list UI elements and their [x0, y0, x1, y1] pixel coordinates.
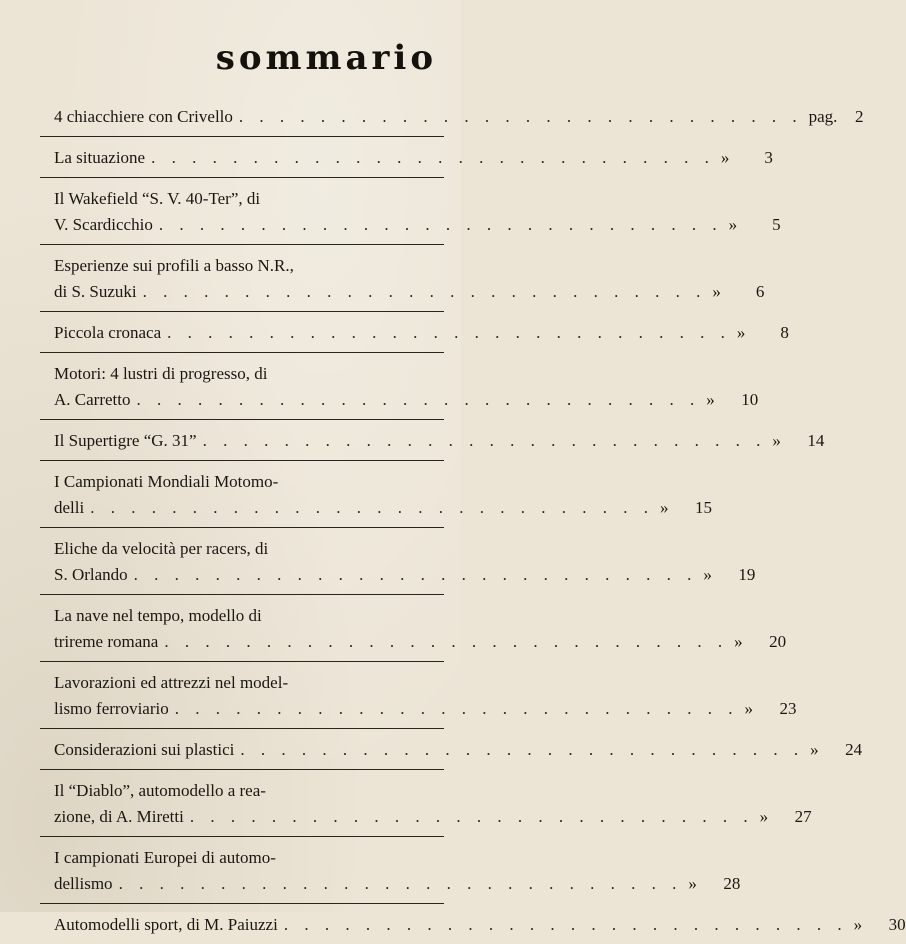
- page-ref-marker: »: [706, 390, 715, 409]
- page-ref-marker: »: [744, 699, 753, 718]
- toc-entry-last-line: [54, 629, 787, 655]
- page-ref-marker: »: [688, 874, 697, 893]
- dot-leader: . . . . . . . . . . . . . . . . . . . . . . . . . . . .: [202, 431, 767, 450]
- page-ref-marker: pag.: [808, 107, 838, 126]
- toc-entry: [40, 244, 765, 311]
- toc-entry-last-line: [54, 871, 741, 897]
- page-ref-marker: »: [772, 431, 781, 450]
- toc-entry-line: [54, 186, 444, 212]
- toc-entry: [40, 769, 812, 836]
- dot-leader: . . . . . . . . . . . . . . . . . . . . . . . . . . . .: [240, 740, 805, 759]
- toc-entry-last-line: [54, 279, 765, 305]
- toc-entry-line: [54, 469, 444, 495]
- toc-entry: [40, 177, 781, 244]
- toc-entry-title: zione, di A. Miretti: [54, 807, 184, 826]
- toc-entry-last-line: [54, 696, 797, 722]
- page-ref-marker: »: [810, 740, 819, 759]
- page-number: 10: [741, 390, 759, 409]
- page-ref-marker: »: [734, 632, 743, 651]
- page-ref-marker: »: [703, 565, 712, 584]
- page-number: 3: [764, 148, 773, 167]
- toc-entry-title: trireme romana: [54, 632, 159, 651]
- toc-entry-title: La situazione: [54, 148, 146, 167]
- dot-leader: . . . . . . . . . . . . . . . . . . . . . . . . . . . .: [90, 498, 654, 517]
- page-number: 14: [807, 431, 825, 450]
- toc-entry-title: I Campionati Mondiali Motomo-: [54, 472, 279, 491]
- toc-entry-title: 4 chiacchiere con Crivello: [54, 107, 233, 126]
- toc-entry-last-line: [54, 495, 712, 521]
- page-number: 6: [755, 282, 765, 301]
- page-number: 27: [794, 807, 812, 826]
- toc-entry-line: [54, 670, 444, 696]
- toc-entry-title: A. Carretto: [54, 390, 131, 409]
- toc-entry-last-line: [54, 212, 781, 238]
- toc-entry-last-line: [54, 737, 863, 763]
- toc-entry-line: [54, 845, 444, 871]
- toc-entry-title: Lavorazioni ed attrezzi nel model-: [54, 673, 289, 692]
- dot-leader: . . . . . . . . . . . . . . . . . . . . . . . . . . . .: [158, 215, 723, 234]
- toc-entry-title: La nave nel tempo, modello di: [54, 606, 262, 625]
- toc-entry-title: delli: [54, 498, 85, 517]
- toc-entry-title: Il Wakefield “S. V. 40-Ter”, di: [54, 189, 261, 208]
- toc-entry-last-line: [54, 320, 789, 346]
- page-number: 30: [888, 915, 906, 934]
- toc-entry-title: S. Orlando: [54, 565, 128, 584]
- page-number: 8: [780, 323, 789, 342]
- page-ref-marker: »: [853, 915, 863, 934]
- toc-entry-line: [54, 603, 444, 629]
- toc-entry-last-line: [54, 387, 759, 413]
- toc-entry: [40, 836, 741, 903]
- toc-entry-last-line: [54, 145, 773, 171]
- dot-leader: . . . . . . . . . . . . . . . . . . . . . . . . . . . .: [136, 390, 701, 409]
- page-ref-marker: »: [712, 282, 721, 301]
- toc-entry-title: Piccola cronaca: [54, 323, 162, 342]
- page-number: 23: [779, 699, 797, 718]
- toc-entry: [40, 527, 756, 594]
- page-number: 2: [854, 107, 864, 126]
- toc-entry: [40, 352, 759, 419]
- toc-entry-line: [54, 361, 444, 387]
- dot-leader: . . . . . . . . . . . . . . . . . . . . . . . . . . . .: [238, 107, 803, 126]
- toc-entry-line: [54, 536, 444, 562]
- page-ref-marker: »: [728, 215, 738, 234]
- toc-entry: [40, 311, 789, 352]
- toc-entry: [40, 903, 906, 944]
- toc-entry-last-line: [54, 104, 864, 130]
- dot-leader: . . . . . . . . . . . . . . . . . . . . . . . . . . . .: [133, 565, 698, 584]
- toc-entry-title: Il “Diablo”, automodello a rea-: [54, 781, 266, 800]
- page-number: 28: [723, 874, 741, 893]
- dot-leader: . . . . . . . . . . . . . . . . . . . . . . . . . . . .: [142, 282, 707, 301]
- toc-entry-title: V. Scardicchio: [54, 215, 153, 234]
- toc-entry-title: Automodelli sport, di M. Paiuzzi: [54, 915, 278, 934]
- toc-entry-title: Eliche da velocità per racers, di: [54, 539, 269, 558]
- dot-leader: . . . . . . . . . . . . . . . . . . . . . . . . . . . .: [167, 323, 731, 342]
- toc-entry-title: lismo ferroviario: [54, 699, 169, 718]
- toc-entry-line: [54, 778, 444, 804]
- toc-entry-title: di S. Suzuki: [54, 282, 137, 301]
- dot-leader: . . . . . . . . . . . . . . . . . . . . . . . . . . . .: [151, 148, 715, 167]
- toc-entry: [40, 728, 863, 769]
- toc-entry-title: I campionati Europei di automo-: [54, 848, 276, 867]
- page-ref-marker: »: [736, 323, 746, 342]
- page-number: 5: [772, 215, 781, 234]
- toc-entry: [40, 419, 825, 460]
- toc-entry-title: Esperienze sui profili a basso N.R.,: [54, 256, 294, 275]
- toc-entry: [40, 136, 773, 177]
- toc-entry-line: [54, 253, 444, 279]
- toc-entry-last-line: [54, 804, 812, 830]
- page-ref-marker: »: [759, 807, 769, 826]
- toc-entry: [40, 96, 864, 136]
- toc-entry-title: dellismo: [54, 874, 113, 893]
- toc-entry-title: Motori: 4 lustri di progresso, di: [54, 364, 268, 383]
- toc-entry: [40, 661, 797, 728]
- page-ref-marker: »: [659, 498, 669, 517]
- page-number: 15: [694, 498, 712, 517]
- dot-leader: . . . . . . . . . . . . . . . . . . . . . . . . . . . .: [283, 915, 848, 934]
- toc-entry: [40, 460, 712, 527]
- dot-leader: . . . . . . . . . . . . . . . . . . . . . . . . . . . .: [118, 874, 683, 893]
- toc-entry: [40, 594, 787, 661]
- page-number: 24: [845, 740, 863, 759]
- toc-entry-title: Il Supertigre “G. 31”: [54, 431, 197, 450]
- dot-leader: . . . . . . . . . . . . . . . . . . . . . . . . . . . .: [164, 632, 729, 651]
- dot-leader: . . . . . . . . . . . . . . . . . . . . . . . . . . . .: [189, 807, 754, 826]
- page-title: sommario: [215, 38, 437, 78]
- toc-entry-last-line: [54, 428, 825, 454]
- table-of-contents: [0, 96, 906, 944]
- page-number: 19: [738, 565, 756, 584]
- page-number: 20: [769, 632, 787, 651]
- page-ref-marker: »: [720, 148, 730, 167]
- dot-leader: . . . . . . . . . . . . . . . . . . . . . . . . . . . .: [174, 699, 739, 718]
- toc-entry-last-line: [54, 562, 756, 588]
- toc-entry-last-line: [54, 912, 906, 938]
- toc-entry-title: Considerazioni sui plastici: [54, 740, 235, 759]
